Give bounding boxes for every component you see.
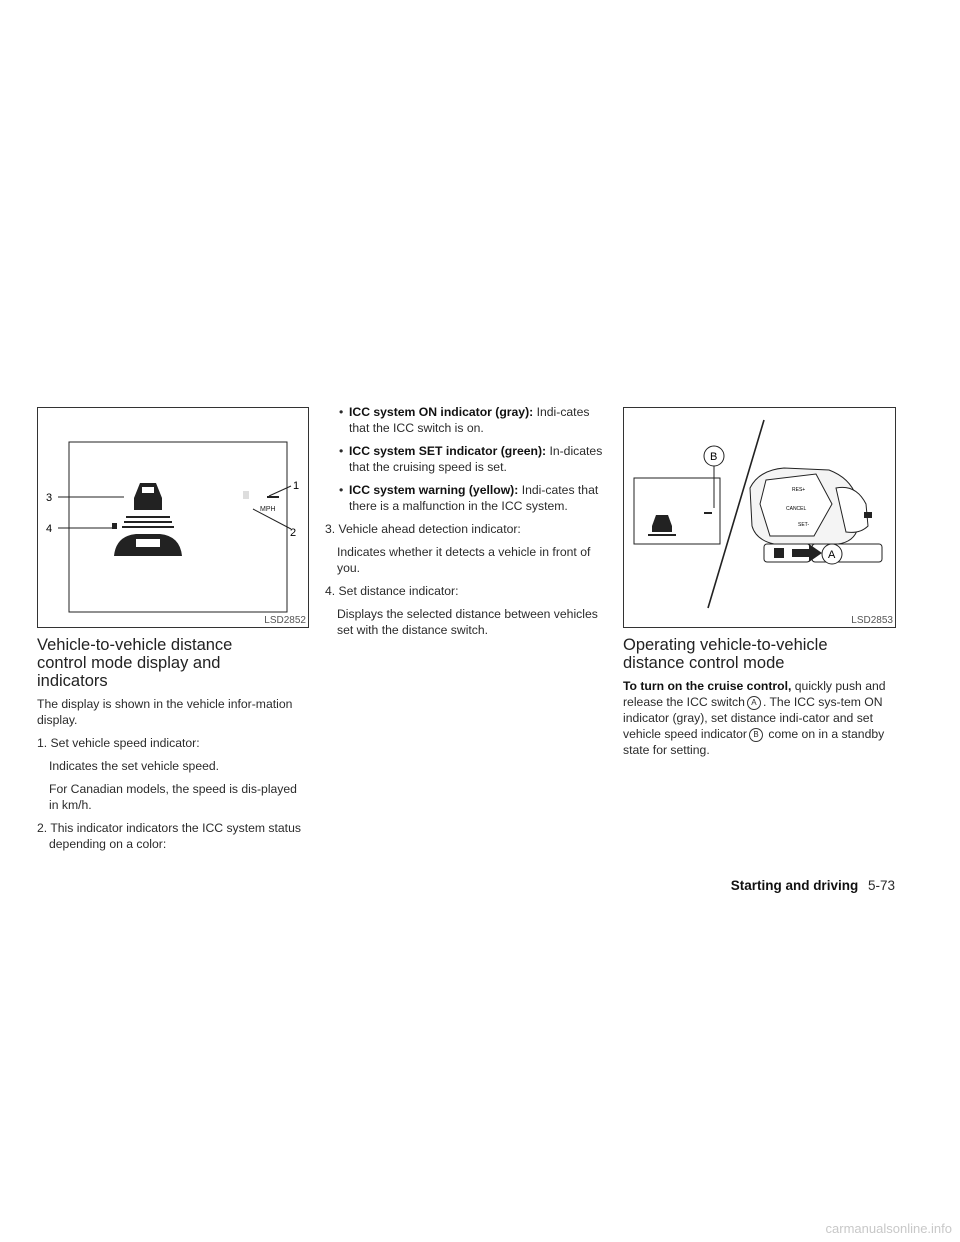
- column-3: [623, 636, 897, 758]
- footer-section: Starting and driving: [730, 878, 859, 893]
- callout-3: 3: [46, 492, 53, 504]
- item-3-heading: 3. Vehicle ahead detection indicator:: [325, 522, 521, 536]
- steering-switch-illustration: [624, 408, 895, 627]
- item-1-heading: 1. Set vehicle speed indicator:: [37, 736, 200, 750]
- column-1: [37, 636, 309, 852]
- callout-b: B: [710, 451, 718, 463]
- item-4-heading: 4. Set distance indicator:: [325, 584, 459, 598]
- figure-icc-switch: [623, 407, 896, 628]
- callout-a: A: [828, 549, 836, 561]
- intro-paragraph: The display is shown in the vehicle infor-mation display.: [37, 697, 293, 727]
- distance-bars-icon: [122, 516, 174, 528]
- section-title-operating: Operating vehicle-to-vehicle distance control mode: [623, 636, 828, 672]
- item-2-heading: 2. This indicator indicators the ICC system status depending on a color:: [37, 821, 301, 851]
- item-3-body: Indicates whether it detects a vehicle in front of you.: [337, 545, 591, 575]
- page-number: 5-73: [867, 878, 895, 893]
- cancel-button-label: CANCEL: [786, 506, 807, 512]
- callout-4: 4: [46, 523, 53, 535]
- vehicle-ahead-icon: [134, 483, 162, 510]
- circle-a-icon: A: [747, 696, 761, 710]
- set-button-label: SET-: [798, 522, 810, 528]
- figure-code: LSD2853: [851, 615, 893, 626]
- callout-2: 2: [290, 527, 297, 539]
- figure-display-indicators: [37, 407, 309, 628]
- own-vehicle-icon: [114, 534, 182, 556]
- res-button-label: RES+: [792, 487, 806, 493]
- page-footer: [731, 878, 895, 893]
- circle-b-icon: B: [749, 728, 763, 742]
- bullet-on-indicator: • ICC system ON indicator (gray): Indi-cates that the ICC switch is on.: [339, 405, 590, 435]
- watermark-text: carmanualsonline.info: [825, 1221, 952, 1236]
- item-1-body: Indicates the set vehicle speed.: [49, 759, 220, 773]
- callout-1: 1: [293, 480, 300, 492]
- figure-code: LSD2852: [264, 615, 306, 626]
- item-4-body: Displays the selected distance between vehicles set with the distance switch.: [337, 607, 598, 637]
- operating-paragraph: To turn on the cruise control, quickly push and release the ICC switch A . The ICC sys-tem ON indicator (gray), set distance indi-cator and set vehicle speed indicator B come on in a standby state for setting.: [623, 679, 886, 757]
- bullet-set-indicator: • ICC system SET indicator (green): In-dicates that the cruising speed is set.: [339, 444, 603, 474]
- mph-label: MPH: [260, 506, 276, 513]
- section-title-display: Vehicle-to-vehicle distance control mode display and indicators: [37, 636, 233, 690]
- column-2: [325, 404, 603, 638]
- bullet-warning: • ICC system warning (yellow): Indi-cates that there is a malfunction in the ICC system.: [339, 483, 599, 513]
- display-illustration: [38, 408, 308, 627]
- item-1-note: For Canadian models, the speed is dis-played in km/h.: [49, 782, 297, 812]
